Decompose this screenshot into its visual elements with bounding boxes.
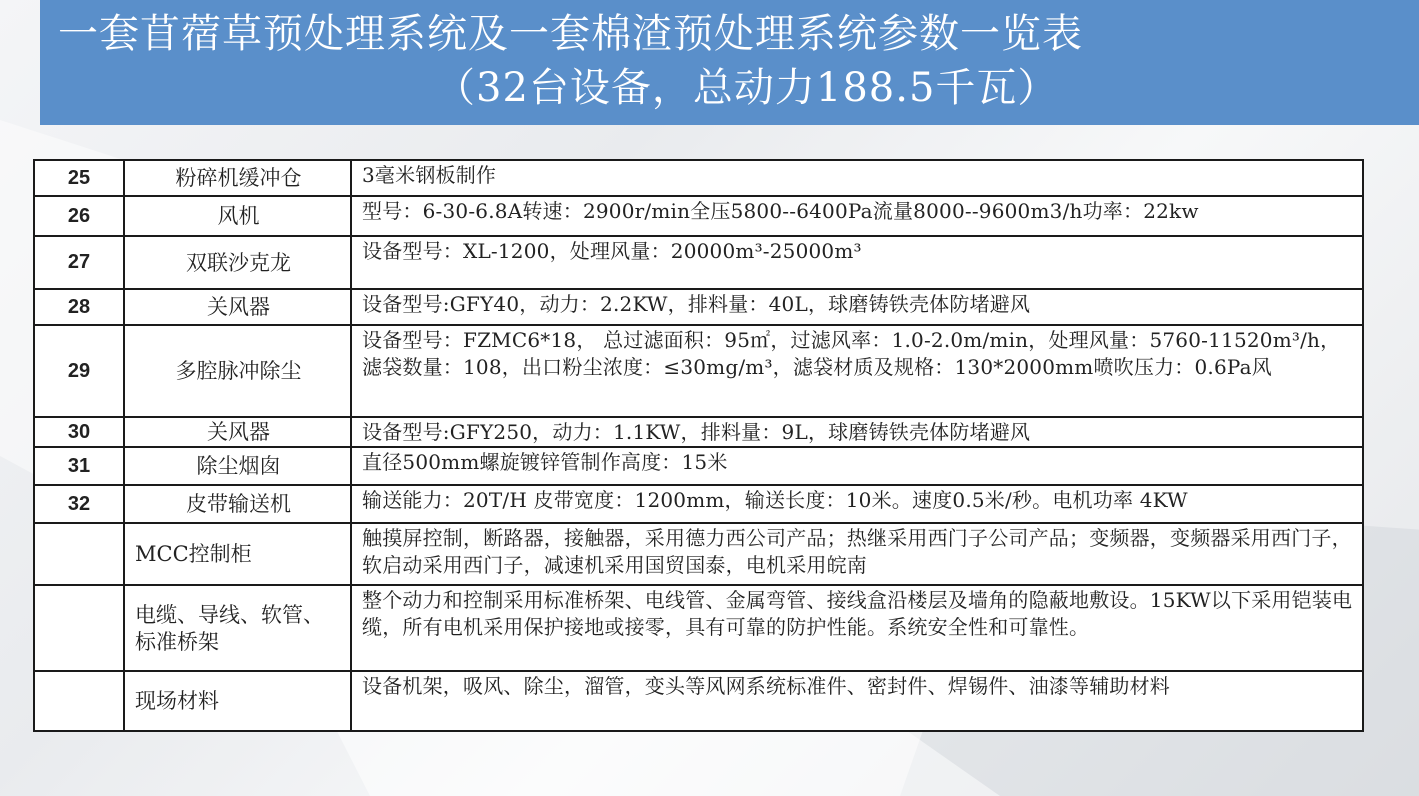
row-number: 27 <box>34 236 124 289</box>
equipment-spec: 3毫米钢板制作 <box>351 160 1363 196</box>
table-row <box>34 289 1363 325</box>
table-row <box>34 447 1363 485</box>
table-row <box>34 325 1363 417</box>
equipment-spec: 触摸屏控制，断路器，接触器，采用德力西公司产品；热继采用西门子公司产品；变频器，变频器采用西门子，软启动采用西门子，减速机采用国贸国泰，电机采用皖南 <box>351 523 1363 585</box>
table-row <box>34 236 1363 289</box>
equipment-name: 风机 <box>124 196 351 236</box>
table-row <box>34 671 1363 731</box>
row-number: 25 <box>34 160 124 196</box>
equipment-spec: 设备型号:GFY250，动力：1.1KW，排料量：9L，球磨铸铁壳体防堵避风 <box>351 417 1363 447</box>
equipment-spec: 设备机架，吸风、除尘，溜管，变头等风网系统标准件、密封件、焊锡件、油漆等辅助材料 <box>351 671 1363 731</box>
equipment-spec: 设备型号：XL-1200，处理风量：20000m³-25000m³ <box>351 236 1363 289</box>
page-subtitle: （32台设备，总动力188.5千瓦） <box>435 65 1059 111</box>
table-row <box>34 417 1363 447</box>
equipment-spec: 型号：6-30-6.8A转速：2900r/min全压5800--6400Pa流量8000--9600m3/h功率：22kw <box>351 196 1363 236</box>
equipment-name: 电缆、导线、软管、标准桥架 <box>124 585 351 671</box>
equipment-name: MCC控制柜 <box>124 523 351 585</box>
table-row <box>34 585 1363 671</box>
table-row <box>34 196 1363 236</box>
equipment-spec: 直径500mm螺旋镀锌管制作高度：15米 <box>351 447 1363 485</box>
equipment-name: 现场材料 <box>124 671 351 731</box>
row-number: 29 <box>34 325 124 417</box>
row-number: 28 <box>34 289 124 325</box>
equipment-spec: 整个动力和控制采用标准桥架、电线管、金属弯管、接线盒沿楼层及墙角的隐蔽地敷设。15KW以下采用铠装电缆，所有电机采用保护接地或接零，具有可靠的防护性能。系统安全性和可靠性。 <box>351 585 1363 671</box>
equipment-name: 关风器 <box>124 289 351 325</box>
row-number: 31 <box>34 447 124 485</box>
equipment-spec: 设备型号：FZMC6*18， 总过滤面积：95㎡，过滤风率：1.0-2.0m/min，处理风量：5760-11520m³/h，滤袋数量：108，出口粉尘浓度：≤30mg/m³，滤袋材质及规格：130*2000mm喷吹压力：0.6Pa风 <box>351 325 1363 417</box>
row-number <box>34 585 124 671</box>
equipment-name: 双联沙克龙 <box>124 236 351 289</box>
table-row <box>34 485 1363 523</box>
row-number: 30 <box>34 417 124 447</box>
row-number: 26 <box>34 196 124 236</box>
equipment-name: 多腔脉冲除尘 <box>124 325 351 417</box>
equipment-name: 粉碎机缓冲仓 <box>124 160 351 196</box>
table-row <box>34 523 1363 585</box>
row-number: 32 <box>34 485 124 523</box>
title-banner <box>40 0 1419 125</box>
equipment-spec: 设备型号:GFY40，动力：2.2KW，排料量：40L，球磨铸铁壳体防堵避风 <box>351 289 1363 325</box>
row-number <box>34 523 124 585</box>
table-row <box>34 160 1363 196</box>
equipment-name: 除尘烟囱 <box>124 447 351 485</box>
equipment-name: 皮带输送机 <box>124 485 351 523</box>
row-number <box>34 671 124 731</box>
equipment-name: 关风器 <box>124 417 351 447</box>
equipment-spec: 输送能力：20T/H 皮带宽度：1200mm，输送长度：10米。速度0.5米/秒。电机功率 4KW <box>351 485 1363 523</box>
page-title: 一套苜蓿草预处理系统及一套棉渣预处理系统参数一览表 <box>58 11 1083 57</box>
parameter-table <box>33 159 1364 732</box>
